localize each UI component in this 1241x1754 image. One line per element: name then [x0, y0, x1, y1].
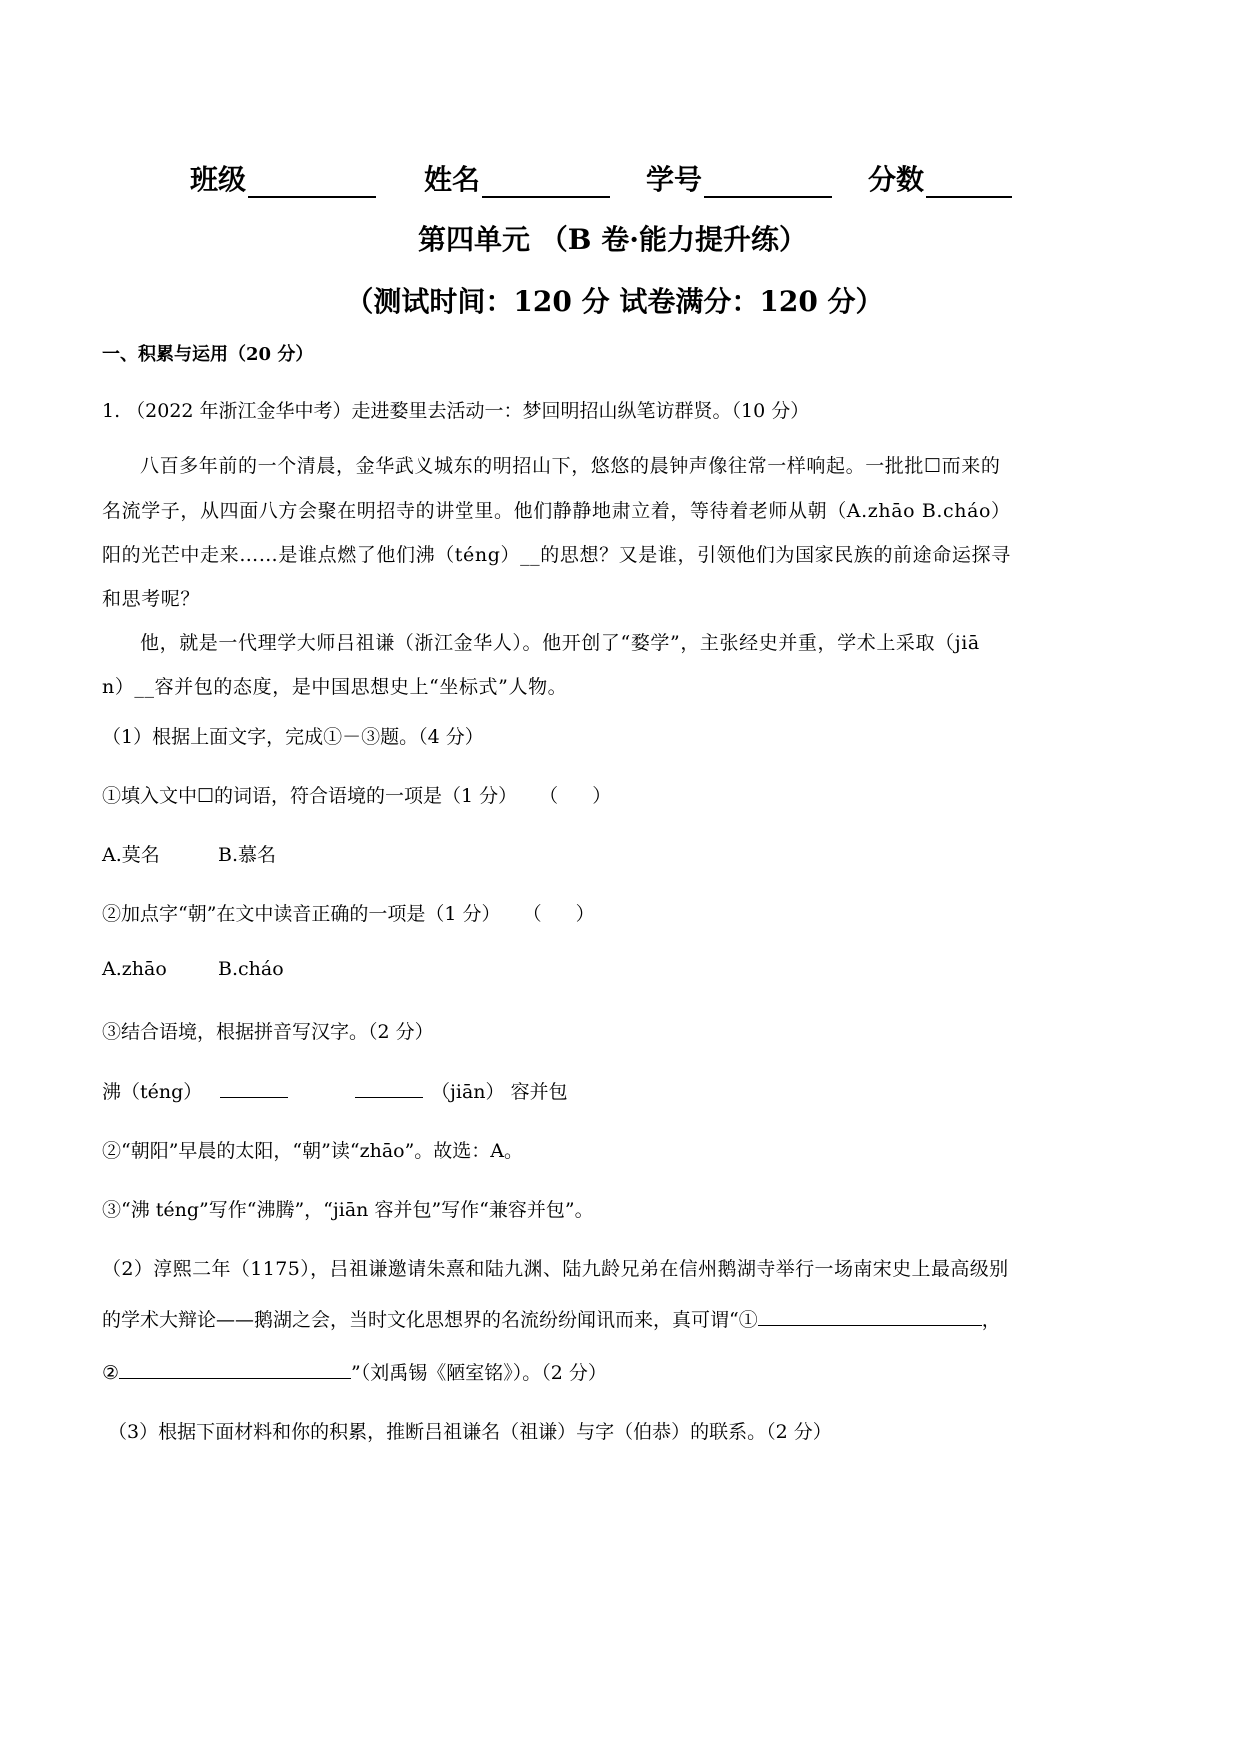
question-1-intro: 1. （2022 年浙江金华中考）走进婺里去活动一：梦回明招山纵笔访群贤。（10 分）	[102, 400, 810, 422]
item-c-left-label: 沸（téng）	[102, 1081, 203, 1103]
answer-blank[interactable]	[119, 1360, 351, 1379]
answer-paren-open: （	[539, 785, 559, 807]
answer-blank[interactable]	[355, 1079, 423, 1098]
name-blank[interactable]	[482, 168, 610, 198]
student-id-label: 学号	[646, 163, 703, 196]
subquestion-2-text: 的学术大辩论——鹅湖之会，当时文化思想界的名流纷纷闻讯而来，真可谓“①	[102, 1309, 758, 1331]
answer-paren-open: （	[522, 903, 542, 925]
student-id-blank[interactable]	[704, 168, 832, 198]
student-id-field	[646, 158, 832, 198]
subquestion-2-line: （2）淳熙二年（1175），吕祖谦邀请朱熹和陆九渊、陆九龄兄弟在信州鹅湖寺举行一场南宋史上最高级别	[102, 1258, 1009, 1280]
answer-explanation: ③“沸 téng”写作“沸腾”，“jiān 容并包”写作“兼容并包”。	[102, 1199, 594, 1221]
score-blank[interactable]	[926, 168, 1012, 198]
answer-explanation: ②“朝阳”早晨的太阳，“朝”读“zhāo”。故选：A。	[102, 1140, 524, 1162]
passage-line: 和思考呢？	[102, 588, 201, 610]
item-a-row	[102, 781, 611, 808]
item-c-right-label: （jiān） 容并包	[431, 1081, 568, 1103]
class-field	[190, 158, 376, 198]
option-a: A.莫名	[102, 844, 160, 866]
passage-line: 他，就是一代理学大师吕祖谦（浙江金华人）。他开创了“婺学”，主张经史并重，学术上采取（jiā	[140, 632, 980, 654]
subquestion-2-text: ，	[981, 1309, 1001, 1331]
item-a-prompt: ①填入文中☐的词语，符合语境的一项是（1 分）	[102, 785, 518, 807]
subquestion-2-line	[102, 1305, 1001, 1332]
item-b-row	[102, 899, 595, 926]
answer-blank[interactable]	[758, 1307, 982, 1326]
section-heading: 一、积累与运用（20 分）	[102, 344, 314, 365]
answer-paren-close: ）	[575, 903, 595, 925]
name-field	[424, 158, 610, 198]
passage-line: n）__容并包的态度，是中国思想史上“坐标式”人物。	[102, 676, 568, 698]
score-field	[868, 158, 1012, 198]
option-b: B.慕名	[218, 844, 277, 866]
subquestion-3-prompt: （3）根据下面材料和你的积累，推断吕祖谦名（祖谦）与字（伯恭）的联系。（2 分）	[108, 1421, 832, 1443]
class-label: 班级	[190, 163, 247, 196]
subquestion-2-text: ②	[102, 1362, 120, 1384]
answer-blank[interactable]	[220, 1079, 288, 1098]
unit-title: 第四单元 （B 卷·能力提升练）	[418, 223, 807, 256]
item-b-prompt: ②加点字“朝”在文中读音正确的一项是（1 分）	[102, 903, 501, 925]
item-c-prompt: ③结合语境，根据拼音写汉字。（2 分）	[102, 1021, 434, 1043]
class-blank[interactable]	[248, 168, 376, 198]
passage-line: 阳的光芒中走来……是谁点燃了他们沸（téng）__的思想？又是谁，引领他们为国家民族的前途命运探寻	[102, 544, 1011, 566]
item-c-right	[355, 1077, 568, 1104]
item-c-left	[102, 1077, 288, 1104]
option-a: A.zhāo	[102, 958, 167, 980]
name-label: 姓名	[424, 163, 481, 196]
passage-line: 八百多年前的一个清晨，金华武义城东的明招山下，悠悠的晨钟声像往常一样响起。一批批☐而来的	[140, 455, 1001, 477]
score-label: 分数	[868, 163, 925, 196]
answer-paren-close: ）	[592, 785, 612, 807]
subquestion-2-text: ”（刘禹锡《陋室铭》）。（2 分）	[351, 1362, 607, 1384]
test-info-title: （测试时间：120 分 试卷满分：120 分）	[345, 285, 884, 318]
option-b: B.cháo	[218, 958, 284, 980]
passage-line: 名流学子，从四面八方会聚在明招寺的讲堂里。他们静静地肃立着，等待着老师从朝（A.zhāo B.cháo）	[102, 500, 1011, 522]
subquestion-1-prompt: （1）根据上面文字，完成①－③题。（4 分）	[102, 726, 484, 748]
subquestion-2-line	[102, 1358, 607, 1385]
